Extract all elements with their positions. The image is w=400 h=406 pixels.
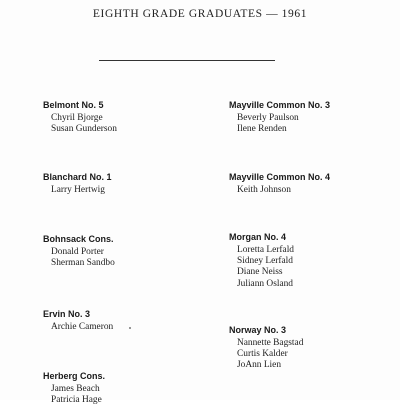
graduate-name: Sherman Sandbo <box>51 258 115 269</box>
school-section-belmont <box>43 100 117 135</box>
graduate-name: Archie Cameron <box>51 322 114 332</box>
graduate-list <box>229 245 294 290</box>
school-section-ervin <box>43 309 113 333</box>
print-speck <box>129 327 131 329</box>
graduate-name: Chyril Bjorge <box>51 113 103 123</box>
graduate-name: James Beach <box>51 384 100 394</box>
graduate-list <box>43 247 115 269</box>
graduate-name: Patricia Hage <box>51 395 102 406</box>
school-heading: Mayville Common No. 3 <box>229 100 331 110</box>
graduate-name: Beverly Paulson <box>237 113 299 123</box>
school-heading: Blanchard No. 1 <box>43 172 112 182</box>
graduate-list <box>43 185 112 196</box>
graduate-list <box>229 113 330 135</box>
school-section-morgan-4 <box>229 232 294 290</box>
school-section-norway-3 <box>229 325 303 372</box>
school-section-mayville-common-3 <box>229 100 330 135</box>
graduate-list <box>229 338 303 372</box>
graduate-name: JoAnn Lien <box>237 360 282 371</box>
page-title: EIGHTH GRADE GRADUATES — 1961 <box>92 8 308 20</box>
graduate-list <box>43 384 105 406</box>
graduate-name: Loretta Lerfald <box>237 245 294 255</box>
graduate-list <box>229 185 330 196</box>
graduate-name: Nannette Bagstad <box>237 338 304 348</box>
school-section-bohnsack <box>43 234 115 269</box>
graduate-name: Larry Hertwig <box>51 185 105 195</box>
graduate-name: Sidney Lerfald <box>237 256 293 267</box>
school-heading: Mayville Common No. 4 <box>229 172 331 182</box>
school-heading: Herberg Cons. <box>43 371 106 381</box>
school-heading: Belmont No. 5 <box>43 100 104 110</box>
title-divider <box>99 60 275 61</box>
school-heading: Morgan No. 4 <box>229 232 287 242</box>
graduate-list <box>43 322 113 333</box>
graduate-name: Donald Porter <box>51 247 104 257</box>
graduate-name: Diane Neiss <box>237 267 283 278</box>
graduate-name: Keith Johnson <box>237 185 291 195</box>
graduate-name: Juliann Osland <box>237 278 293 289</box>
school-section-mayville-common-4 <box>229 172 330 196</box>
graduate-name: Ilene Renden <box>237 124 287 135</box>
graduate-name: Curtis Kalder <box>237 349 288 360</box>
school-section-blanchard <box>43 172 112 196</box>
graduate-list <box>43 113 117 135</box>
school-heading: Ervin No. 3 <box>43 309 91 319</box>
school-heading: Bohnsack Cons. <box>43 234 114 244</box>
graduate-name: Susan Gunderson <box>51 124 117 135</box>
school-section-herberg <box>43 371 105 406</box>
school-heading: Norway No. 3 <box>229 325 287 335</box>
